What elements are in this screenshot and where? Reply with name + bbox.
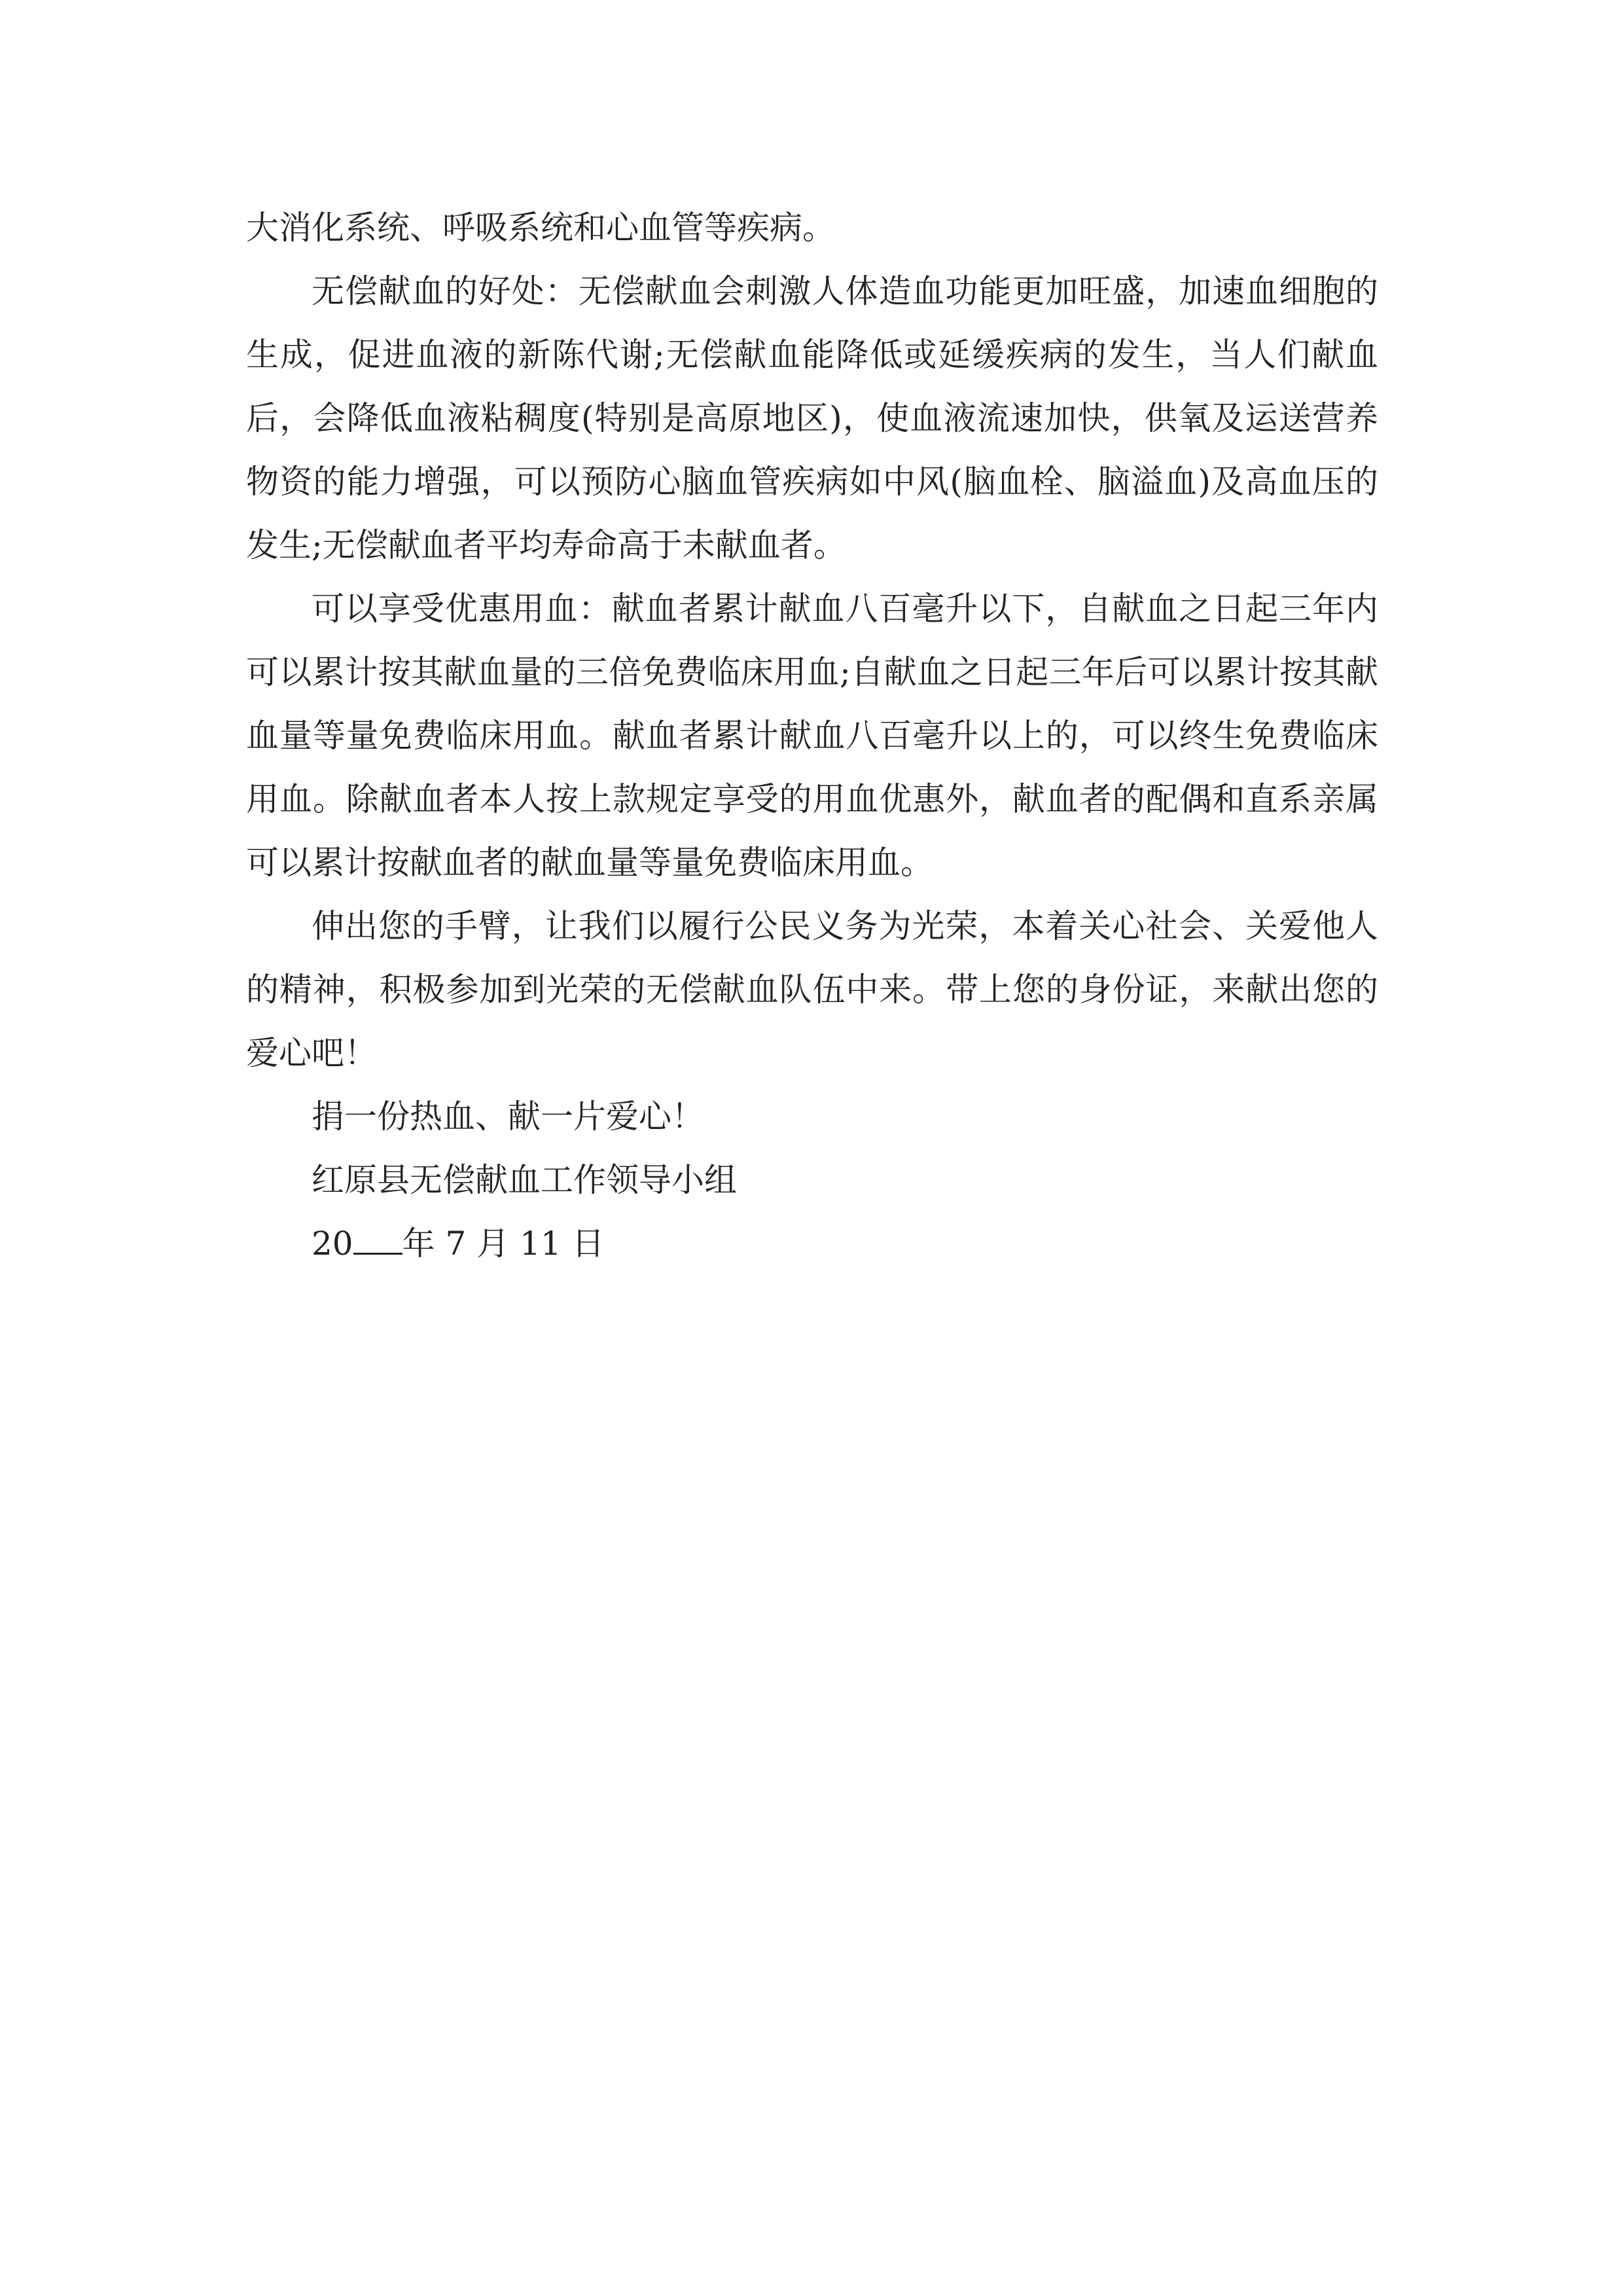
paragraph-continuation: 大消化系统、呼吸系统和心血管等疾病。 xyxy=(246,209,835,247)
date-rest: 年 7 月 11 日 xyxy=(402,1225,605,1263)
date-year-prefix: 20 xyxy=(312,1225,353,1263)
date-year-blank xyxy=(353,1227,402,1255)
paragraph-benefits: 无偿献血的好处：无偿献血会刺激人体造血功能更加旺盛，加速血细胞的生成，促进血液的新陈代谢;无偿献血能降低或延缓疾病的发生，当人们献血后，会降低血液粘稠度(特别是高原地区)，使血液流速加快，供氧及运送营养物资的能力增强，可以预防心脑血管疾病如中风(脑血栓、脑溢血)及高血压的发生;无偿献血者平均寿命高于未献血者。 xyxy=(246,272,1378,564)
signature: 红原县无偿献血工作领导小组 xyxy=(312,1161,737,1199)
paragraph-call-to-action: 伸出您的手臂，让我们以履行公民义务为光荣，本着关心社会、关爱他人的精神，积极参加到光荣的无偿献血队伍中来。带上您的身份证，来献出您的爱心吧！ xyxy=(246,907,1378,1072)
date-line xyxy=(246,1212,1378,1276)
paragraph-preferential-blood: 可以享受优惠用血：献血者累计献血八百毫升以下，自献血之日起三年内可以累计按其献血量的三倍免费临床用血;自献血之日起三年后可以累计按其献血量等量免费临床用血。献血者累计献血八百毫升以上的，可以终生免费临床用血。除献血者本人按上款规定享受的用血优惠外，献血者的配偶和直系亲属可以累计按献血者的献血量等量免费临床用血。 xyxy=(246,590,1378,882)
document-body xyxy=(246,196,1378,1276)
slogan: 捐一份热血、献一片爱心！ xyxy=(312,1098,704,1136)
